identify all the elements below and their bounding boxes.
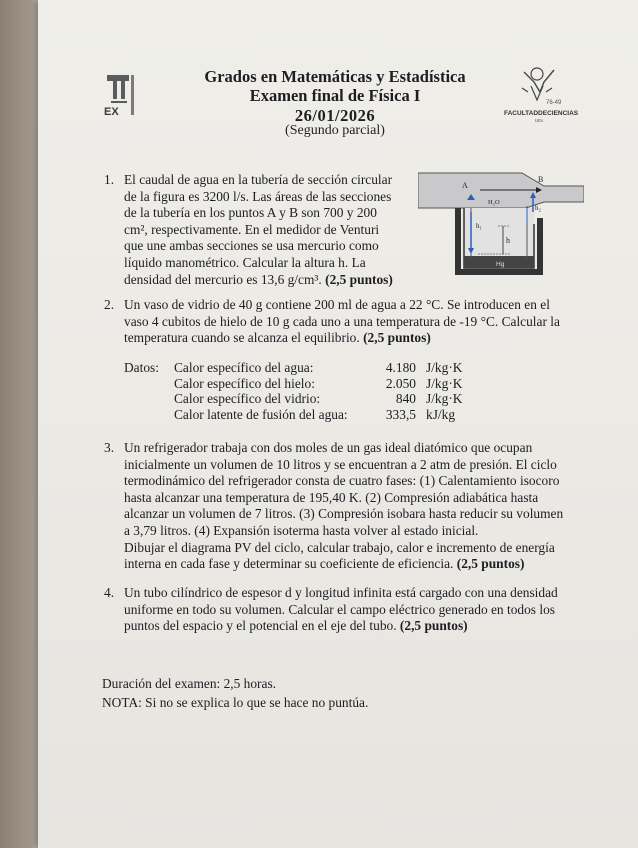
exam-subtitle: (Segundo parcial)	[285, 123, 385, 138]
university-logo	[101, 73, 141, 121]
question-1-text	[124, 172, 414, 288]
datos-unit: J/kg·K	[426, 391, 463, 406]
label-h1: h₁	[476, 222, 482, 230]
datos-value: 333,5	[385, 406, 416, 422]
exam-title-course: Examen final de Física I	[249, 86, 421, 105]
question-3-number: 3.	[104, 440, 115, 455]
faculty-logo-text: FACULTADDECIENCIAS	[504, 110, 579, 117]
label-b: B	[538, 175, 544, 184]
question-points: (2,5 puntos)	[363, 330, 431, 346]
question-line: inicialmente un volumen de 10 litros y se encuentran a 2 atm de presión. El ciclo	[124, 456, 557, 472]
question-2-number: 2.	[104, 297, 115, 312]
question-line: puntos del espacio y el potencial en el eje del tubo.	[124, 618, 397, 634]
question-line: que une ambas secciones se usa mercurio como	[124, 238, 379, 254]
question-4-number: 4.	[104, 585, 115, 600]
question-points: (2,5 puntos)	[399, 618, 468, 634]
question-line: Un refrigerador trabaja con dos moles de un gas ideal diatómico que ocupan	[124, 440, 533, 455]
datos-value: 840	[395, 391, 416, 406]
datos-unit: kJ/kg	[426, 406, 456, 422]
datos-unit: J/kg·K	[426, 375, 463, 391]
question-line: de la tubería en los puntos A y B son 700 y 200	[124, 205, 377, 221]
question-line: vaso 4 cubitos de hielo de 10 g cada uno a una temperatura de -19 °C. Calcular la	[124, 313, 560, 329]
question-line: a 3,79 litros. (4) Expansión isoterma hasta volver al estado inicial.	[124, 522, 479, 538]
label-h2: h₂	[535, 204, 541, 212]
question-line: uniforme en todo su volumen. Calcular el campo eléctrico generado en todos los	[124, 601, 555, 617]
datos-value: 4.180	[385, 360, 416, 375]
venturi-figure	[418, 168, 584, 278]
question-line: Un tubo cilíndrico de espesor d y longitud infinita está cargado con una densidad	[124, 585, 558, 600]
label-hg: Hg	[496, 261, 505, 268]
faculty-logo-small: UEx	[534, 118, 544, 123]
question-4-text	[124, 585, 574, 635]
datos-name: Calor específico del vidrio:	[174, 391, 321, 406]
svg-text:76-49: 76-49	[546, 100, 562, 106]
label-h2o: H₂O	[488, 199, 500, 206]
question-line: alcanzar un volumen de 7 litros. (3) Compresión isobara hasta reducir su volumen	[124, 506, 564, 522]
label-a: A	[462, 181, 468, 190]
question-line: termodinámico del refrigerador consta de cuatro fases: (1) Calentamiento isocoro	[124, 473, 560, 489]
question-1-number: 1.	[104, 172, 115, 187]
datos-table	[124, 360, 554, 424]
question-line: densidad del mercurio es 13,6 g/cm³.	[124, 271, 322, 287]
question-2-text	[124, 297, 574, 347]
question-line: de la figura es 3200 l/s. Las áreas de las secciones	[124, 188, 392, 204]
question-line: hasta alcanzar una temperatura de 195,40 K. (2) Compresión adiabática hasta	[124, 489, 539, 505]
exam-footer	[102, 674, 552, 712]
datos-unit: J/kg·K	[426, 360, 463, 375]
datos-label: Datos:	[124, 360, 159, 375]
datos-value: 2.050	[385, 375, 416, 391]
question-points: (2,5 puntos)	[325, 271, 393, 287]
question-line: Dibujar el diagrama PV del ciclo, calcular trabajo, calor e incremento de energía	[124, 539, 555, 555]
datos-name: Calor latente de fusión del agua:	[174, 406, 348, 422]
exam-date: 26/01/2026	[294, 106, 376, 125]
datos-name: Calor específico del hielo:	[174, 375, 315, 391]
question-line: temperatura cuando se alcanza el equilibrio.	[124, 330, 360, 346]
question-line: líquido manométrico. Calcular la altura h. La	[124, 254, 366, 270]
label-h: h	[506, 236, 510, 245]
question-line: El caudal de agua en la tubería de sección circular	[124, 172, 393, 187]
logo-left-text: EX	[104, 106, 119, 118]
datos-name: Calor específico del agua:	[174, 360, 314, 375]
exam-duration: Duración del examen: 2,5 horas.	[102, 676, 277, 691]
question-line: cm², respectivamente. En el medidor de Venturi	[124, 221, 380, 237]
exam-note: NOTA: Si no se explica lo que se hace no puntúa.	[102, 695, 369, 710]
question-line: interna en cada fase y determinar su coeficiente de eficiencia.	[124, 556, 454, 572]
question-3-text	[124, 440, 574, 573]
question-points: (2,5 puntos)	[456, 556, 525, 572]
exam-title-degree: Grados en Matemáticas y Estadística	[204, 67, 466, 86]
question-line: Un vaso de vidrio de 40 g contiene 200 ml de agua a 22 °C. Se introducen en el	[124, 297, 550, 312]
